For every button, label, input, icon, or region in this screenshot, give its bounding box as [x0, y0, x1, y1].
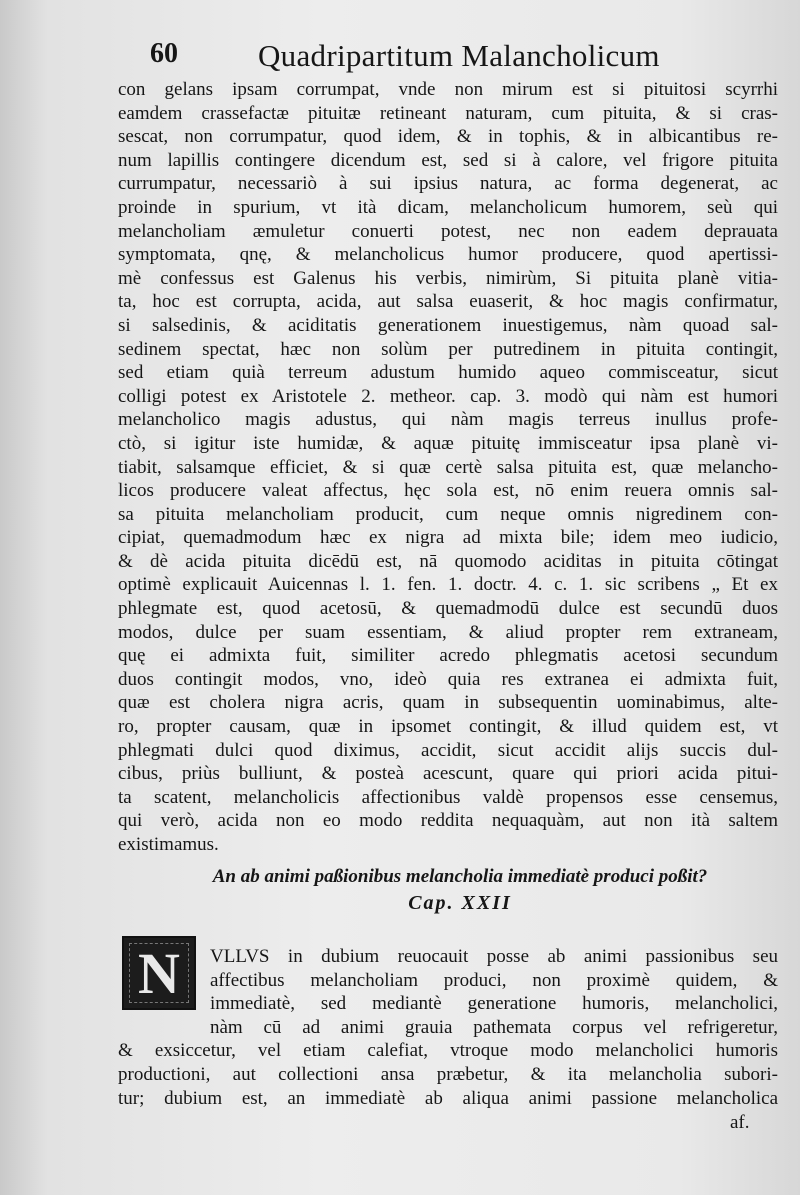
- text-line: si salsedinis, & aciditatis generationem inuestigemus, nàm quoad sal-: [118, 314, 778, 336]
- text-line: VLLVS in dubium reuocauit posse ab animi passionibus seu: [210, 946, 778, 967]
- text-line: cibus, priùs bulliunt, & posteà acescunt, quare qui priori acida pitui-: [118, 763, 778, 785]
- page-number: 60: [150, 38, 178, 69]
- chapter-label: Cap. XXII: [408, 892, 512, 914]
- text-line: qui verò, acida non eo modo reddita nequaquàm, aut non ità saltem: [118, 810, 778, 832]
- text-line: nàm cū ad animi grauia pathemata corpus vel refrigeretur,: [210, 1016, 778, 1038]
- text-line: sedinem spectat, hæc non solùm per putredinem in pituita contingit,: [118, 338, 778, 360]
- text-line: eamdem crassefactæ pituitæ retineant naturam, cum pituita, & si cras-: [118, 102, 778, 124]
- text-line: ta, hoc est corrupta, acida, aut salsa euaserit, & hoc magis confirmatur,: [118, 291, 778, 313]
- text-line: licos producere valeat affectus, hęc sola est, nō enim reuera omnis sal-: [118, 480, 778, 502]
- text-line: duos contingit modos, vno, ideò quia res extranea ei admixta fuit,: [118, 668, 778, 690]
- text-line: mè confessus est Galenus his verbis, nimirùm, Si pituita planè vitia-: [118, 267, 778, 289]
- text-line: optimè explicauit Auicennas l. 1. fen. 1. doctr. 4. c. 1. sic scribens „ Et ex: [118, 574, 778, 596]
- initial-letter: N: [138, 941, 180, 1006]
- section-heading: An ab animi paßionibus melancholia immediatè produci poßit?: [212, 866, 708, 887]
- running-title: Quadripartitum Malancholicum: [258, 38, 660, 73]
- text-line: cipiat, quemadmodum hæc ex nigra ad mixta bile; idem meo iudicio,: [118, 527, 778, 549]
- text-line: symptomata, qnę, & melancholicus humor producere, quod apertissi-: [118, 244, 778, 266]
- text-line: melancholico magis adustus, qui nàm magis terreus inullus profe-: [118, 409, 778, 431]
- text-line: sed etiam quià terreum adustum humido aqueo commisceatur, sicut: [118, 362, 778, 384]
- text-line: sa pituita melancholiam producit, cum neque omnis nigredinem con-: [118, 503, 778, 525]
- text-line: tiabit, salsamque efficiet, & si quæ certè salsa pituita est, quæ melancho-: [118, 456, 778, 478]
- text-line: quæ est cholera nigra acris, quam in subsequentin uominabimus, alte-: [118, 692, 778, 714]
- text-line: phlegmati dulci quod diximus, accidit, sicut accidit alijs succis dul-: [118, 739, 778, 761]
- text-line: num lapillis contingere dicendum est, sed si à calore, vel frigore pituita: [118, 149, 778, 171]
- text-line: tur; dubium est, an immediatè ab aliqua animi passione melancholica: [118, 1087, 778, 1109]
- text-line: sescat, non corrumpatur, quod idem, & in tophis, & in albicantibus re-: [118, 126, 778, 148]
- text-line: colligi potest ex Aristotele 2. metheor. cap. 3. modò qui nàm est humori: [118, 385, 778, 407]
- text-line: melancholiam æmuletur conuerti potest, nec non eadem deprauata: [118, 220, 778, 242]
- catchword: af.: [730, 1112, 750, 1133]
- body-text: [118, 78, 778, 857]
- text-line: currumpatur, necessariò à sui ipsius natura, ac forma degenerat, ac: [118, 173, 778, 195]
- text-line: ta scatent, melancholicis affectionibus valdè propensos esse censemus,: [118, 786, 778, 808]
- chapter-text: [118, 945, 778, 1110]
- text-line: modos, dulce per suam essentiam, & aliud propter rem extraneam,: [118, 621, 778, 643]
- text-line: immediatè, sed mediantè generatione humoris, melancholici,: [210, 993, 778, 1015]
- text-line: ctò, si igitur iste humidæ, & aquæ pituitę immisceatur ipsa planè vi-: [118, 432, 778, 454]
- text-line: ro, propter causam, quæ in ipsomet contingit, & illud quidem est, vt: [118, 716, 778, 738]
- text-line: & exsiccetur, vel etiam calefiat, vtroque modo melancholici humoris: [118, 1040, 778, 1062]
- text-line: con gelans ipsam corrumpat, vnde non mirum est si pituitosi scyrrhi: [118, 79, 778, 100]
- text-line: phlegmate est, quod acetosū, & quemadmodū dulce est secundū duos: [118, 598, 778, 620]
- page-header: [150, 38, 760, 78]
- text-line: affectibus melancholiam produci, non proximè quidem, &: [210, 969, 778, 991]
- text-line: & dè acida pituita dicēdū est, nā quomodo aciditas in pituita cōtingat: [118, 550, 778, 572]
- text-line: productioni, aut collectioni ansa præbetur, & ita melancholia subori-: [118, 1063, 778, 1085]
- text-line: quę ei admixta fuit, similiter acredo phlegmatis acetosi secundum: [118, 645, 778, 667]
- text-line: proinde in spurium, vt ità dicam, melancholicum humorem, seù qui: [118, 196, 778, 218]
- text-line: existimamus.: [118, 834, 219, 855]
